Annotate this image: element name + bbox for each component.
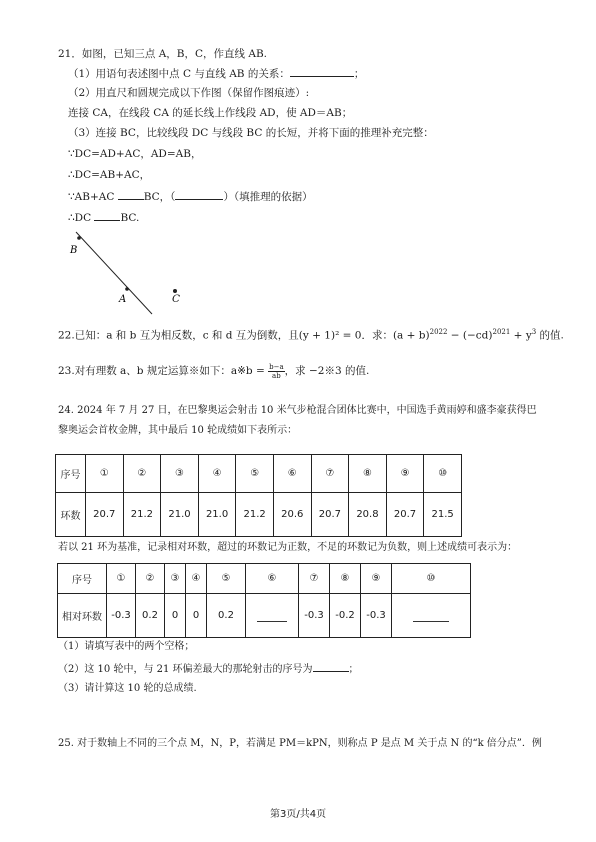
relative-value-4: 0 [186, 594, 207, 638]
score-index-5: ⑤ [236, 455, 274, 493]
q24-intro1: 24. 2024 年 7 月 27 日，在巴黎奥运会射击 10 米气步枪混合团体比赛中，中国选手黄雨婷和盛李豪获得巴 [58, 405, 537, 416]
q24-sub2-suffix: ； [348, 664, 359, 675]
score-table [55, 454, 462, 537]
q21-part1 [68, 66, 364, 81]
q24-sub1: （1）请填写表中的两个空格； [58, 641, 195, 652]
point-b [77, 236, 81, 240]
q25: 25. 对于数轴上不同的三个点 M，N，P，若满足 PM＝kPN，则称点 P 是点 M 关于点 N 的“k 倍分点”．例 [58, 738, 542, 749]
q21-part2-instruction: 连接 CA，在线段 CA 的延长线上作线段 AD，使 AD＝AB； [68, 107, 353, 119]
q22 [58, 325, 564, 343]
score-index-7: ⑦ [311, 455, 349, 493]
point-a [125, 287, 129, 291]
q21-reason1: ∵DC=AD+AC，AD=AB， [68, 148, 202, 160]
q21-part3: （3）连接 BC，比较线段 DC 与线段 BC 的长短，并将下面的推理补充完整： [68, 127, 434, 139]
q21-reason3-suffix: ）（填推理的依据） [223, 191, 313, 203]
score-value-5: 21.2 [236, 493, 274, 537]
score-value-6: 20.6 [273, 493, 311, 537]
line-ab [76, 232, 152, 314]
q22-exp1: 2022 [429, 328, 448, 336]
q21-part1-blank[interactable] [290, 66, 354, 77]
relative-index-4: ④ [186, 564, 207, 594]
relative-value-6-blank[interactable] [246, 594, 299, 638]
relative-value-9: -0.3 [361, 594, 392, 638]
score-value-9: 20.7 [386, 493, 424, 537]
score-table-row-label: 环数 [56, 493, 86, 537]
q21-heading: 21．如图，已知三点 A，B，C，作直线 AB. [58, 48, 268, 60]
score-index-9: ⑨ [386, 455, 424, 493]
relative-index-10: ⑩ [392, 564, 471, 594]
score-table-value-row [56, 493, 462, 537]
relative-table-header-label: 序号 [58, 564, 107, 594]
q21-part1-text: （1）用语句表述图中点 C 与直线 AB 的关系： [68, 68, 290, 80]
score-value-1: 20.7 [86, 493, 124, 537]
q21-figure [60, 228, 170, 320]
score-value-3: 21.0 [161, 493, 199, 537]
score-index-2: ② [123, 455, 161, 493]
relative-blank-10[interactable] [413, 611, 449, 622]
q21-conclusion-blank[interactable] [94, 210, 120, 221]
relative-value-10-blank[interactable] [392, 594, 471, 638]
q24-sub2 [58, 661, 359, 677]
q21-basis-blank[interactable] [175, 189, 223, 200]
q22-text2: − (−cd) [447, 329, 493, 342]
relative-table-value-row [58, 594, 471, 638]
q23-fraction [268, 363, 285, 380]
q24-intro2: 黎奥运会首枚金牌，其中最后 10 轮成绩如下表所示： [58, 425, 298, 436]
q21-reason4 [68, 210, 139, 225]
label-a: A [119, 294, 127, 305]
q21-reason3-text: ∵AB+AC [68, 191, 118, 203]
score-index-6: ⑥ [273, 455, 311, 493]
score-index-1: ① [86, 455, 124, 493]
score-index-4: ④ [198, 455, 236, 493]
q22-text3: + y [510, 329, 532, 342]
label-c: C [172, 293, 181, 305]
score-index-3: ③ [161, 455, 199, 493]
score-value-10: 21.5 [424, 493, 462, 537]
relative-index-8: ⑧ [330, 564, 361, 594]
relative-table [57, 563, 471, 638]
page-footer: 第3页/共4页 [270, 809, 327, 820]
q21-reason2: ∴DC=AB+AC， [68, 169, 151, 181]
q24-sub2-text: （2）这 10 轮中，与 21 环偏差最大的那轮射击的序号为 [58, 664, 313, 675]
q24-sub2-blank[interactable] [313, 661, 349, 672]
q21-reason4-suffix: BC. [120, 212, 140, 224]
q22-exp2: 2021 [492, 328, 511, 336]
score-value-2: 21.2 [123, 493, 161, 537]
score-value-7: 20.7 [311, 493, 349, 537]
relative-blank-6[interactable] [257, 611, 287, 622]
relative-value-3: 0 [165, 594, 186, 638]
relative-value-8: -0.2 [330, 594, 361, 638]
relative-index-2: ② [136, 564, 165, 594]
q21-reason3-mid: BC，（ [143, 191, 176, 203]
relative-index-5: ⑤ [207, 564, 246, 594]
relative-value-2: 0.2 [136, 594, 165, 638]
q23-suffix: ，求 −2※3 的值. [284, 365, 370, 377]
relative-index-6: ⑥ [246, 564, 299, 594]
relative-index-1: ① [107, 564, 136, 594]
relative-value-1: -0.3 [107, 594, 136, 638]
score-index-10: ⑩ [424, 455, 462, 493]
q21-reason4-text: ∴DC [68, 212, 95, 224]
q23-frac-den: ab [272, 371, 281, 380]
q21-compare-blank[interactable] [118, 189, 144, 200]
relative-value-5: 0.2 [207, 594, 246, 638]
q23-prefix: 23.对有理数 a、b 规定运算※如下：a※b = [58, 365, 269, 377]
score-table-header-label: 序号 [56, 455, 86, 493]
q21-part2: （2）用直尺和圆规完成以下作图（保留作图痕迹）: [68, 87, 310, 99]
relative-table-index-row [58, 564, 471, 594]
score-table-index-row [56, 455, 462, 493]
q23 [58, 362, 369, 380]
label-b: B [70, 245, 78, 256]
relative-index-7: ⑦ [299, 564, 330, 594]
q21-part1-suffix: ； [353, 68, 365, 80]
q23-frac-num: b−a [269, 362, 284, 371]
q21-reason3 [68, 189, 313, 204]
q24-mid: 若以 21 环为基准，记录相对环数，超过的环数记为正数，不足的环数记为负数，则上述成绩可表示为： [58, 542, 518, 553]
q22-text1: 22.已知：a 和 b 互为相反数，c 和 d 互为倒数，且(y + 1)² = 0．求：(a + b) [58, 329, 430, 342]
score-value-8: 20.8 [349, 493, 387, 537]
relative-index-3: ③ [165, 564, 186, 594]
score-index-8: ⑧ [349, 455, 387, 493]
q24-sub3: （3）请计算这 10 轮的总成绩. [58, 683, 197, 694]
relative-value-7: -0.3 [299, 594, 330, 638]
relative-table-row-label: 相对环数 [58, 594, 107, 638]
relative-index-9: ⑨ [361, 564, 392, 594]
q22-text4: 的值. [536, 329, 564, 342]
q22-exp3: 3 [531, 328, 537, 336]
score-value-4: 21.0 [198, 493, 236, 537]
